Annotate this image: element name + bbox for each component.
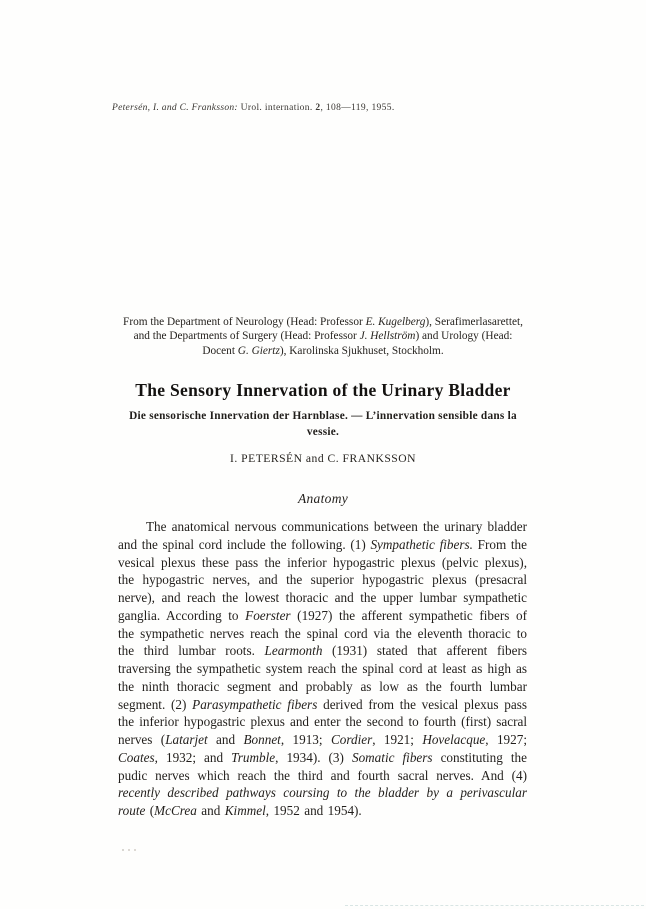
affiliation-line: Docent G. Giertz), Karolinska Sjukhuset, Stockholm. <box>202 344 444 357</box>
journal-citation: Petersén, I. and C. Franksson: Urol. internation. 2, 108—119, 1955. <box>112 103 395 113</box>
section-heading-anatomy: Anatomy <box>297 491 349 506</box>
authors-line: I. PETERSÉN and C. FRANKSSON <box>230 452 416 465</box>
anatomy-paragraph: The anatomical nervous communications between the urinary bladder and the spinal cord include the following. (1) Sympathetic fibers. From the vesical plexus these pass the inferior hypogastric plexus (pelvic plexus), the hypogastric nerves, and the superior hypogastric plexus (presacral nerve), and reach the lowest thoracic and the upper lumbar sympathetic ganglia. According to Foerster (1927) the afferent sympathetic fibers of the sympathetic nerves reach the spinal cord via the eleventh thoracic to the third lumbar roots. Learmonth (1931) stated that afferent fibers traversing the sympathetic system reach the spinal cord at least as high as the ninth thoracic segment and probably as low as the fourth lumbar segment. (2) Parasympathetic fibers derived from the vesical plexus pass the inferior hypogastric plexus and enter the second to fourth (first) sacral nerves (Latarjet and Bonnet, 1913; Cordier, 1921; Hovelacque, 1927; Coates, 1932; and Trumble, 1934). (3) Somatic fibers constituting the pudic nerves which reach the third and fourth sacral nerves. And (4) recently described pathways coursing to the bladder by a perivascular route (McCrea and Kimmel, 1952 and 1954). <box>118 519 528 818</box>
affiliation-line: From the Department of Neurology (Head: Professor E. Kugelberg), Serafimerlasarettet, <box>123 316 523 328</box>
scan-speck-artifact <box>122 849 124 851</box>
affiliation-line: and the Departments of Surgery (Head: Professor J. Hellström) and Urology (Head: <box>133 330 513 343</box>
subtitle-line: vessie. <box>306 425 340 438</box>
subtitle-line: Die sensorische Innervation der Harnblase. — L’innervation sensible dans la <box>129 410 517 422</box>
affiliation-block <box>73 315 573 358</box>
scan-dashes-artifact <box>345 905 644 906</box>
paper-title: The Sensory Innervation of the Urinary Bladder <box>135 380 511 400</box>
paper-subtitle <box>73 409 573 440</box>
